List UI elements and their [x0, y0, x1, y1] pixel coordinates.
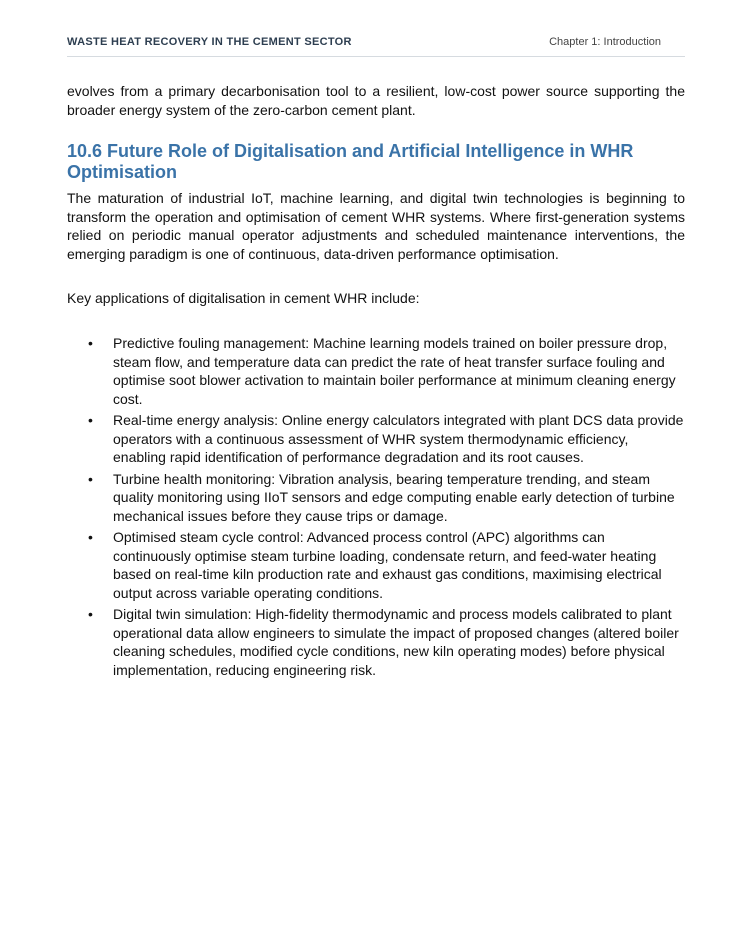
list-item-text: Real-time energy analysis: Online energy calculators integrated with plant DCS data provide operators with a continuous assessment of WHR system thermodynamic efficiency, enabling rapid identification of performance degradation and its root causes. — [113, 412, 684, 465]
intro-paragraph: evolves from a primary decarbonisation tool to a resilient, low-cost power source supporting the broader energy system of the zero-carbon cement plant. — [67, 83, 685, 118]
section-paragraph: The maturation of industrial IoT, machine learning, and digital twin technologies is beginning to transform the operation and optimisation of cement WHR systems. Where first-generation systems relied on periodic manual operator adjustments and scheduled maintenance interventions, the emerging paradigm is one of continuous, data-driven performance optimisation. — [67, 190, 685, 262]
list-item — [67, 470, 685, 526]
bullet-icon: • — [88, 529, 93, 545]
running-header — [67, 36, 685, 57]
applications-list — [67, 334, 685, 682]
list-intro: Key applications of digitalisation in cement WHR include: — [67, 290, 420, 306]
list-item-text: Predictive fouling management: Machine learning models trained on boiler pressure drop, steam flow, and temperature data can predict the rate of heat transfer surface fouling and optimise soot blower activation to maintain boiler performance at minimum cleaning energy cost. — [113, 335, 676, 407]
bullet-icon: • — [88, 470, 93, 487]
chapter-label: Chapter 1: Introduction — [549, 36, 661, 48]
list-item-text: Turbine health monitoring: Vibration analysis, bearing temperature trending, and steam quality monitoring using IIoT sensors and edge computing enable early detection of turbine mechanical issues before they cause trips or damage. — [113, 470, 675, 524]
list-item — [67, 605, 685, 679]
list-item-text: Optimised steam cycle control: Advanced process control (APC) algorithms can continuously optimise steam turbine loading, condensate return, and feed-water heating based on real-time kiln production rate and exhaust gas conditions, maximising electrical output across variable operating conditions. — [113, 529, 662, 601]
document-title: WASTE HEAT RECOVERY IN THE CEMENT SECTOR — [67, 36, 352, 48]
list-item — [67, 411, 685, 467]
bullet-icon: • — [88, 335, 93, 351]
list-item-text: Digital twin simulation: High-fidelity thermodynamic and process models calibrated to plant operational data allow engineers to simulate the impact of proposed changes (altered boiler cleaning schedules, modified cycle conditions, new kiln operating modes) before physical implementation, reducing engineering risk. — [113, 606, 679, 678]
list-item — [67, 528, 685, 602]
bullet-icon: • — [88, 606, 93, 622]
section-heading: 10.6 Future Role of Digitalisation and Artificial Intelligence in WHR Optimisation — [67, 141, 634, 182]
bullet-icon: • — [88, 412, 93, 428]
list-item — [67, 334, 685, 408]
